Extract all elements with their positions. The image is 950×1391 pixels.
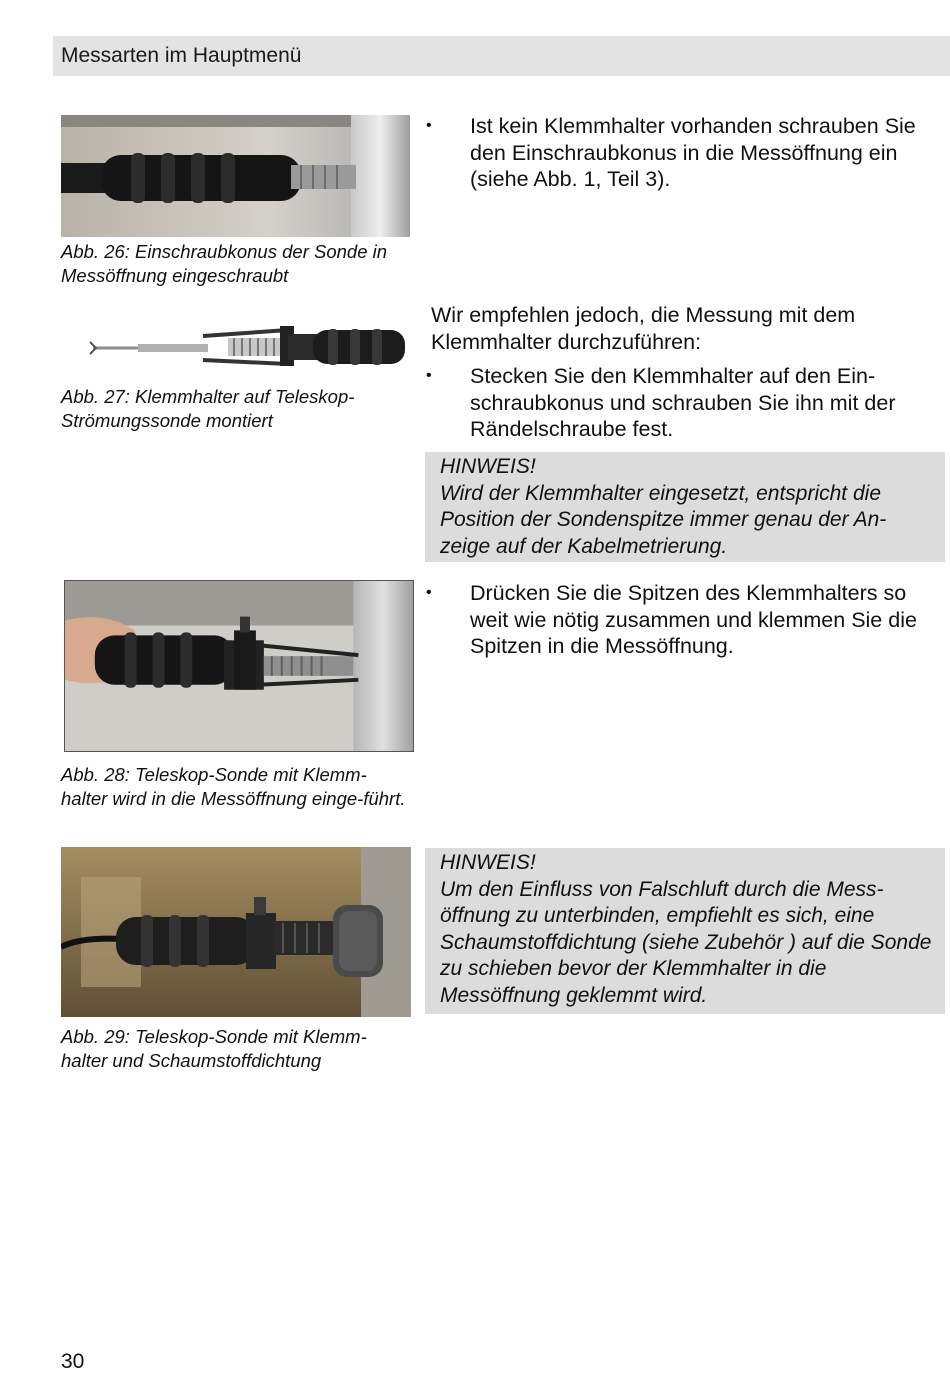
note-box (425, 452, 945, 562)
page-number: 30 (61, 1350, 85, 1373)
note-title: HINWEIS! (440, 851, 536, 874)
bullet-item (426, 580, 941, 660)
figure-27-photo (88, 320, 410, 372)
probe-in-duct-image (61, 115, 410, 237)
bullet-text: Drücken Sie die Spitzen des Klemmhalters so weit wie nötig zusammen und klemmen Sie die Spitzen in die Messöffnung. (470, 581, 917, 658)
bullet-item (426, 363, 941, 443)
figure-28-caption: Abb. 28: Teleskop-Sonde mit Klemm-halter wird in die Messöffnung einge-führt. (61, 764, 406, 809)
note-text: Wird der Klemmhalter eingesetzt, entspricht die Position der Sondenspitze immer genau der An-zeige auf der Kabelmetrierung. (440, 481, 887, 558)
header-title: Messarten im Hauptmenü (61, 44, 302, 67)
probe-insertion-image (65, 581, 413, 751)
figure-29-photo (61, 847, 411, 1017)
probe-with-foam-seal-image (61, 847, 411, 1017)
figure-26-caption: Abb. 26: Einschraubkonus der Sonde in Messöffnung eingeschraubt (61, 241, 388, 286)
figure-27-caption: Abb. 27: Klemmhalter auf Teleskop-Strömungssonde montiert (61, 386, 355, 431)
note-text: Um den Einfluss von Falschluft durch die Mess-öffnung zu unterbinden, empfiehlt es sich, eine Schaumstoffdichtung (siehe Zubehör ) auf die Sonde zu schieben bevor der Klemmhalter in die Messöffnung geklemmt wird. (440, 877, 932, 1007)
bullet-text: Ist kein Klemmhalter vorhanden schrauben Sie den Einschraubkonus in die Messöffnung ein (siehe Abb. 1, Teil 3). (470, 114, 916, 191)
figure-26-photo (61, 115, 410, 237)
bullet-text: Stecken Sie den Klemmhalter auf den Ein-schraubkonus und schrauben Sie ihn mit der Rändelschraube fest. (470, 364, 896, 441)
page-header (53, 36, 950, 76)
bullet-symbol: • (426, 367, 432, 384)
recommendation-text: Wir empfehlen jedoch, die Messung mit dem Klemmhalter durchzuführen: (431, 303, 856, 354)
bullet-symbol: • (426, 117, 432, 134)
figure-28-photo (64, 580, 414, 752)
clamp-holder-image (88, 320, 410, 372)
note-box (425, 848, 945, 1014)
figure-29-caption: Abb. 29: Teleskop-Sonde mit Klemm-halter und Schaumstoffdichtung (61, 1026, 367, 1071)
note-title: HINWEIS! (440, 455, 536, 478)
bullet-symbol: • (426, 584, 432, 601)
bullet-item (426, 113, 941, 193)
